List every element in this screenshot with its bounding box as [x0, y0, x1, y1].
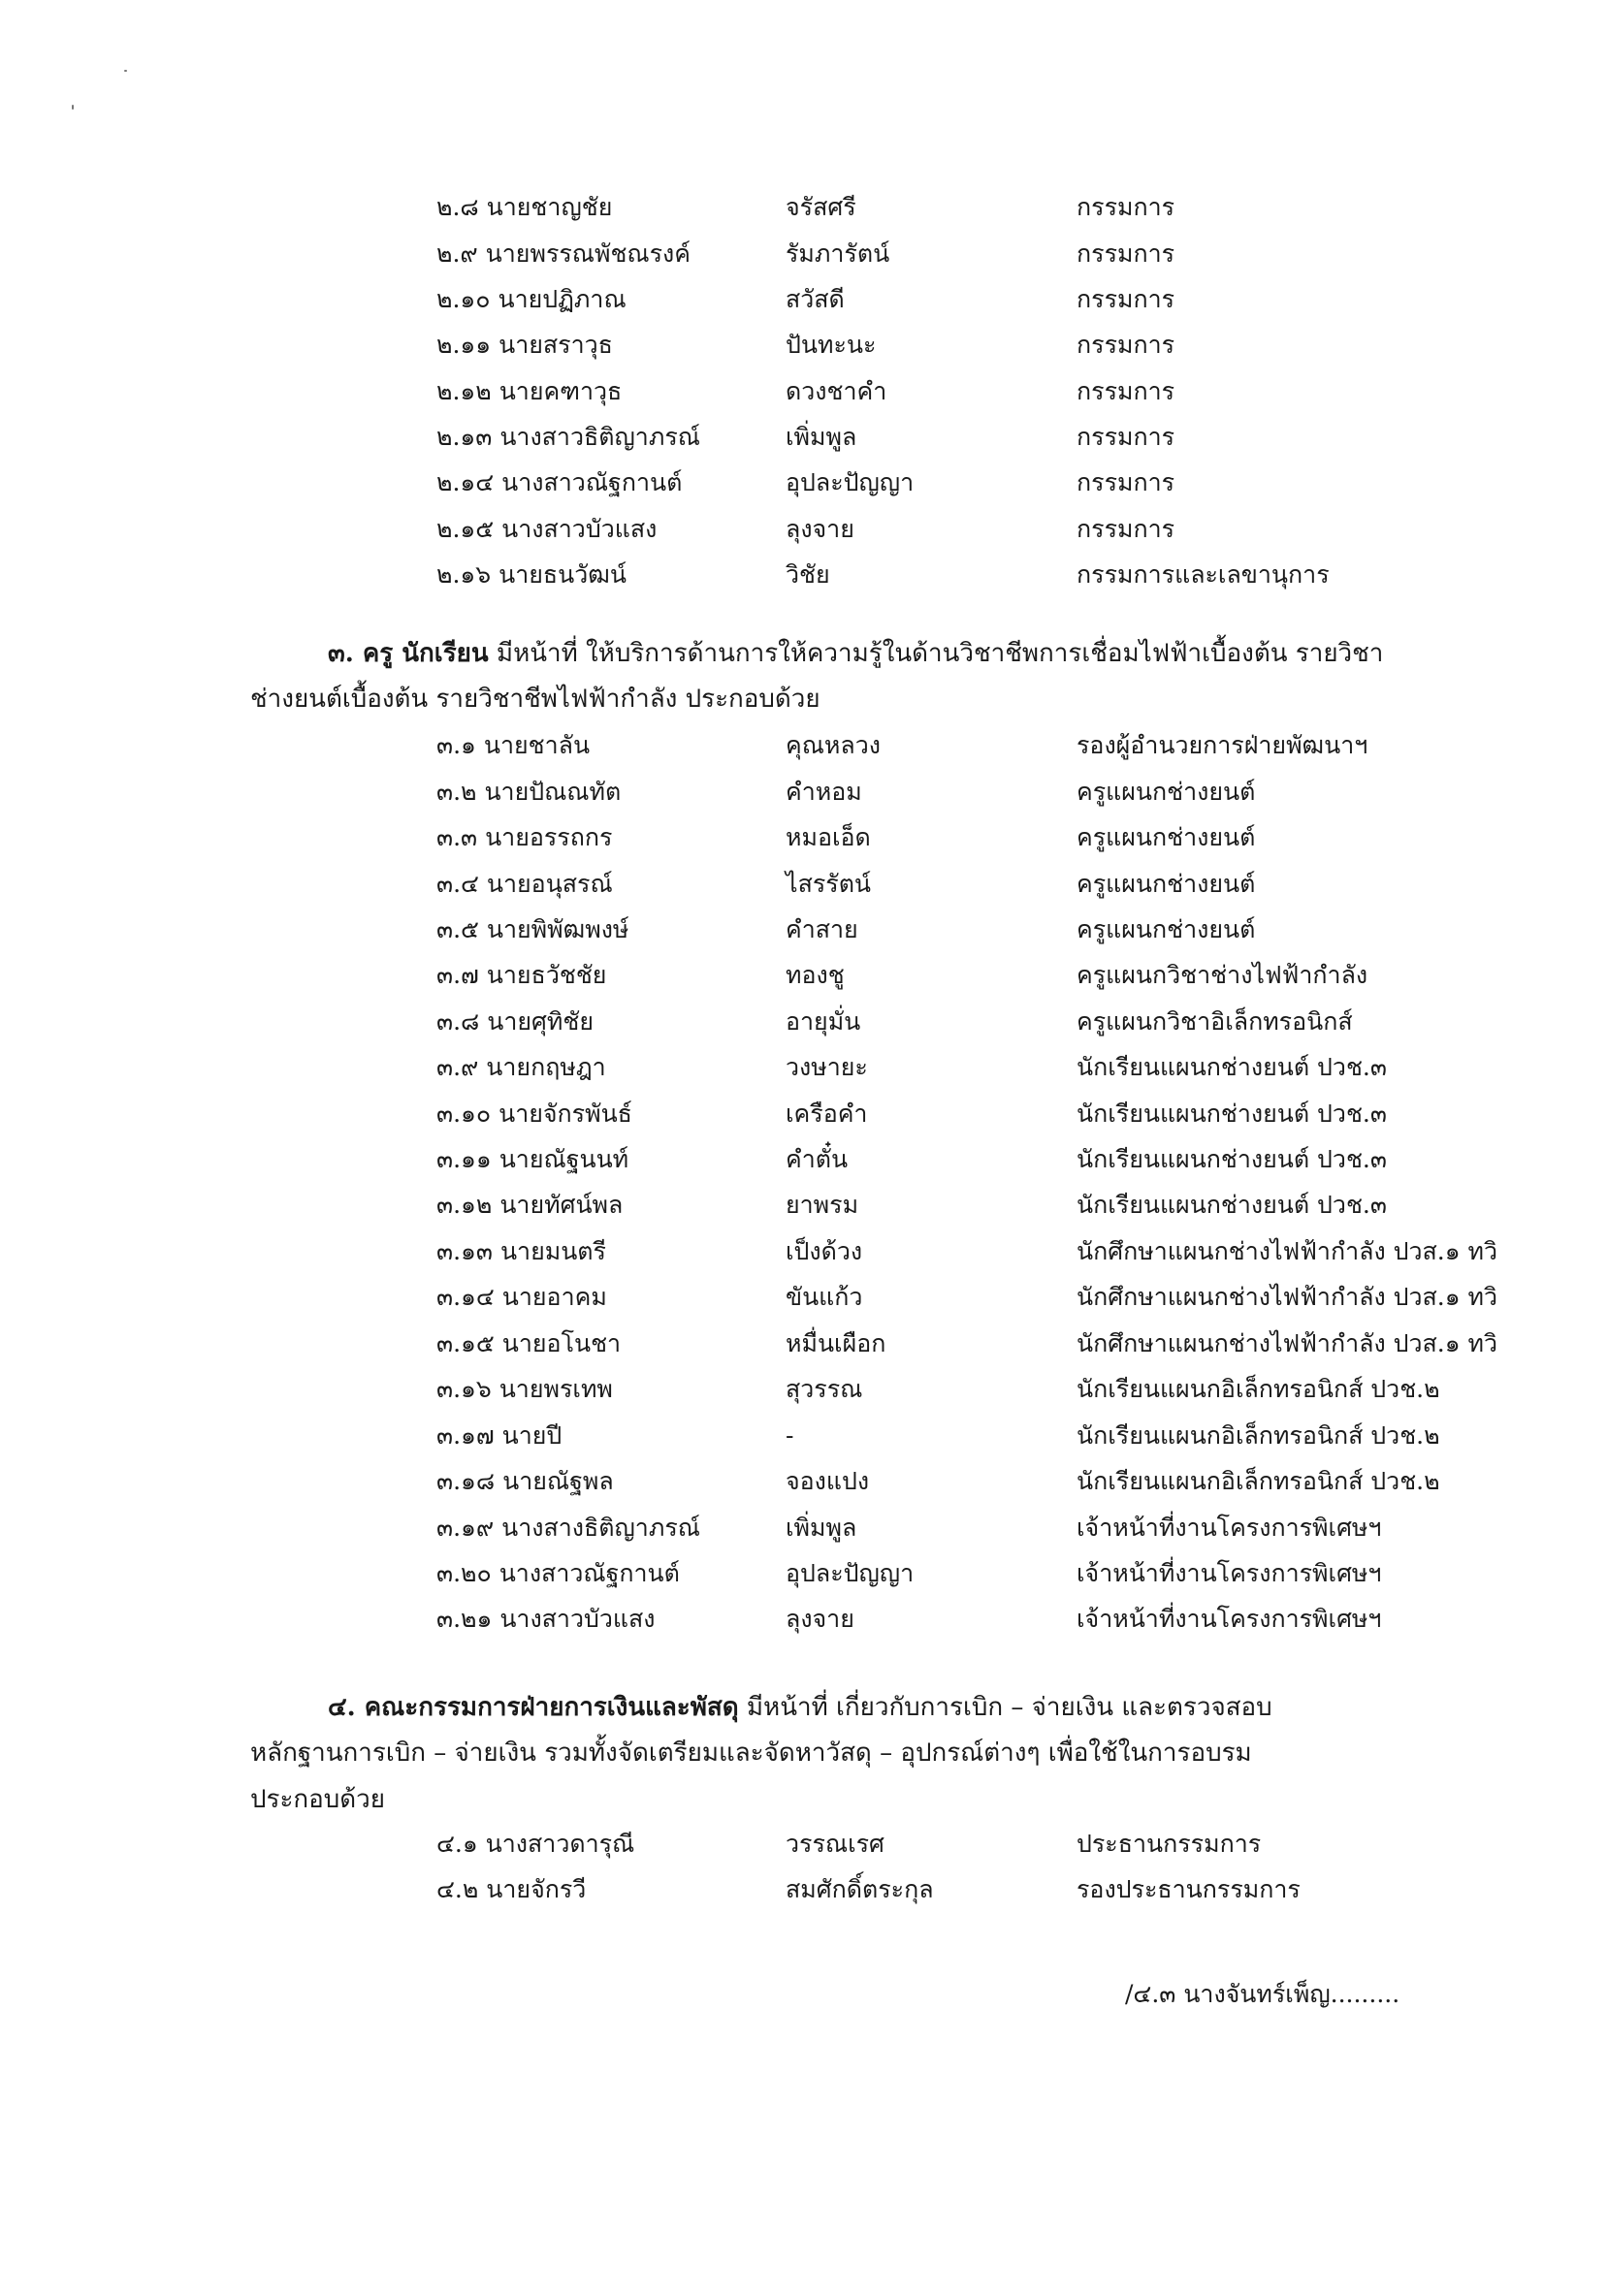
member-name: ๓.๑๓ นายมนตรี	[436, 1237, 606, 1265]
member-name: ๓.๑๘ นายณัฐพล	[436, 1467, 614, 1495]
member-role: นักเรียนแผนกอิเล็กทรอนิกส์ ปวช.๒	[1077, 1467, 1440, 1495]
member-surname: อุปละปัญญา	[786, 1559, 915, 1587]
section4-paragraph-line1	[328, 1684, 1272, 1731]
section4-paragraph-line3: ประกอบด้วย	[250, 1785, 386, 1814]
member-surname: คำตั๋น	[786, 1145, 849, 1173]
section4-paragraph-line2: หลักฐานการเบิก – จ่ายเงิน รวมทั้งจัดเตรียมและจัดหาวัสดุ – อุปกรณ์ต่างๆ เพื่อใช้ในการอบรม	[250, 1738, 1252, 1768]
member-name: ๓.๑๗ นายปี	[436, 1421, 563, 1450]
member-role: ครูแผนกช่างยนต์	[1077, 915, 1256, 943]
section3-description: มีหน้าที่ ให้บริการด้านการให้ความรู้ในด้านวิชาชีพการเชื่อมไฟฟ้าเบื้องต้น รายวิชา	[488, 639, 1384, 668]
member-role: กรรมการ	[1077, 239, 1175, 268]
section3-paragraph-line2: ช่างยนต์เบื้องต้น รายวิชาชีพไฟฟ้ากำลัง ประกอบด้วย	[250, 685, 820, 714]
member-surname: จองแปง	[786, 1467, 870, 1495]
member-name: ๓.๒๑ นางสาวบัวแสง	[436, 1605, 656, 1633]
member-surname: คำหอม	[786, 778, 862, 806]
member-name: ๓.๗ นายธวัชชัย	[436, 961, 607, 989]
member-role: ครูแผนกช่างยนต์	[1077, 870, 1256, 898]
member-role: นักเรียนแผนกช่างยนต์ ปวช.๓	[1077, 1100, 1387, 1128]
member-role: นักเรียนแผนกช่างยนต์ ปวช.๓	[1077, 1053, 1387, 1081]
member-role: ครูแผนกช่างยนต์	[1077, 823, 1256, 851]
continuation-footer: /๔.๓ นางจันทร์เพ็ญ.........	[1125, 1980, 1400, 2008]
member-surname: วงษายะ	[786, 1053, 868, 1081]
member-surname: รัมภารัตน์	[786, 239, 890, 268]
member-surname: เป็งด้วง	[786, 1237, 863, 1265]
member-surname: ทองชู	[786, 961, 845, 989]
member-surname: ยาพรม	[786, 1191, 859, 1219]
member-surname: เครือคำ	[786, 1100, 868, 1128]
member-surname: ดวงชาคำ	[786, 377, 887, 405]
member-role: กรรมการ	[1077, 468, 1175, 496]
member-surname: หมื่นเผือก	[786, 1329, 886, 1357]
member-surname: ขันแก้ว	[786, 1283, 863, 1311]
member-name: ๔.๑ นางสาวดารุณี	[436, 1830, 635, 1858]
member-surname: คำสาย	[786, 915, 858, 943]
member-name: ๓.๔ นายอนุสรณ์	[436, 870, 613, 898]
member-surname: อุปละปัญญา	[786, 468, 915, 496]
member-role: ครูแผนกช่างยนต์	[1077, 778, 1256, 806]
scan-speck	[72, 105, 74, 110]
member-surname: สวัสดี	[786, 285, 845, 313]
member-name: ๓.๑๙ นางสางธิติญาภรณ์	[436, 1514, 700, 1542]
member-role: กรรมการ	[1077, 423, 1175, 451]
member-surname: คุณหลวง	[786, 731, 881, 759]
member-role: นักศึกษาแผนกช่างไฟฟ้ากำลัง ปวส.๑ ทวิ	[1077, 1283, 1498, 1311]
member-name: ๓.๑๔ นายอาคม	[436, 1283, 607, 1311]
member-surname: -	[786, 1421, 794, 1450]
member-role: รองประธานกรรมการ	[1077, 1875, 1301, 1903]
member-surname: หมอเอ็ด	[786, 823, 871, 851]
member-surname: สุวรรณ	[786, 1375, 863, 1403]
member-surname: สมศักดิ์ตระกุล	[786, 1875, 934, 1903]
member-role: นักเรียนแผนกอิเล็กทรอนิกส์ ปวช.๒	[1077, 1375, 1440, 1403]
member-role: นักเรียนแผนกช่างยนต์ ปวช.๓	[1077, 1191, 1387, 1219]
member-name: ๓.๑๑ นายณัฐนนท์	[436, 1145, 629, 1173]
member-surname: ลุงจาย	[786, 515, 854, 543]
member-role: ประธานกรรมการ	[1077, 1830, 1262, 1858]
member-name: ๔.๒ นายจักรวี	[436, 1875, 587, 1903]
member-role: กรรมการ	[1077, 331, 1175, 359]
member-name: ๓.๑๒ นายทัศน์พล	[436, 1191, 624, 1219]
section4-heading: ๔. คณะกรรมการฝ่ายการเงินและพัสดุ	[328, 1693, 739, 1722]
member-role: เจ้าหน้าที่งานโครงการพิเศษฯ	[1077, 1514, 1382, 1542]
member-role: นักศึกษาแผนกช่างไฟฟ้ากำลัง ปวส.๑ ทวิ	[1077, 1329, 1498, 1357]
member-surname: อายุมั่น	[786, 1007, 861, 1036]
member-role: กรรมการ	[1077, 515, 1175, 543]
member-name: ๓.๙ นายกฤษฎา	[436, 1053, 606, 1081]
member-role: ครูแผนกวิชาอิเล็กทรอนิกส์	[1077, 1007, 1353, 1036]
member-name: ๒.๑๒ นายคฑาวุธ	[436, 377, 623, 405]
member-surname: ไสรรัตน์	[786, 870, 872, 898]
member-role: นักเรียนแผนกช่างยนต์ ปวช.๓	[1077, 1145, 1387, 1173]
member-surname: ลุงจาย	[786, 1605, 854, 1633]
member-name: ๒.๑๐ นายปฏิภาณ	[436, 285, 627, 313]
member-name: ๓.๕ นายพิพัฒพงษ์	[436, 915, 629, 943]
member-name: ๓.๘ นายศุทิชัย	[436, 1007, 595, 1036]
member-name: ๒.๑๔ นางสาวณัฐกานต์	[436, 468, 683, 496]
member-role: นักเรียนแผนกอิเล็กทรอนิกส์ ปวช.๒	[1077, 1421, 1440, 1450]
member-surname: เพิ่มพูล	[786, 1514, 857, 1542]
member-name: ๒.๑๑ นายสราวุธ	[436, 331, 613, 359]
member-name: ๒.๘ นายชาญชัย	[436, 193, 613, 221]
section3-paragraph-line1	[328, 630, 1383, 677]
member-name: ๒.๑๓ นางสาวธิติญาภรณ์	[436, 423, 700, 451]
member-role: ครูแผนกวิชาช่างไฟฟ้ากำลัง	[1077, 961, 1368, 989]
section4-description: มีหน้าที่ เกี่ยวกับการเบิก – จ่ายเงิน และตรวจสอบ	[738, 1693, 1272, 1722]
scan-speck	[124, 70, 127, 72]
member-surname: เพิ่มพูล	[786, 423, 857, 451]
member-name: ๓.๓ นายอรรถกร	[436, 823, 613, 851]
member-role: กรรมการ	[1077, 377, 1175, 405]
member-role: นักศึกษาแผนกช่างไฟฟ้ากำลัง ปวส.๑ ทวิ	[1077, 1237, 1498, 1265]
member-role: เจ้าหน้าที่งานโครงการพิเศษฯ	[1077, 1559, 1382, 1587]
member-name: ๓.๑๕ นายอโนชา	[436, 1329, 622, 1357]
member-role: กรรมการและเลขานุการ	[1077, 560, 1330, 589]
member-name: ๓.๒๐ นางสาวณัฐกานต์	[436, 1559, 680, 1587]
member-surname: จรัสศรี	[786, 193, 856, 221]
member-name: ๓.๒ นายปัณณทัต	[436, 778, 622, 806]
member-role: กรรมการ	[1077, 285, 1175, 313]
member-name: ๒.๙ นายพรรณพัชณรงค์	[436, 239, 691, 268]
member-name: ๓.๑๐ นายจักรพันธ์	[436, 1100, 632, 1128]
member-surname: ปันทะนะ	[786, 331, 877, 359]
member-role: เจ้าหน้าที่งานโครงการพิเศษฯ	[1077, 1605, 1382, 1633]
member-surname: วิชัย	[786, 560, 830, 589]
member-name: ๓.๑๖ นายพรเทพ	[436, 1375, 613, 1403]
member-role: รองผู้อำนวยการฝ่ายพัฒนาฯ	[1077, 731, 1368, 759]
member-name: ๒.๑๕ นางสาวบัวแสง	[436, 515, 658, 543]
member-role: กรรมการ	[1077, 193, 1175, 221]
section3-heading: ๓. ครู นักเรียน	[328, 639, 489, 668]
member-surname: วรรณเรศ	[786, 1830, 884, 1858]
member-name: ๒.๑๖ นายธนวัฒน์	[436, 560, 627, 589]
member-name: ๓.๑ นายชาลัน	[436, 731, 591, 759]
